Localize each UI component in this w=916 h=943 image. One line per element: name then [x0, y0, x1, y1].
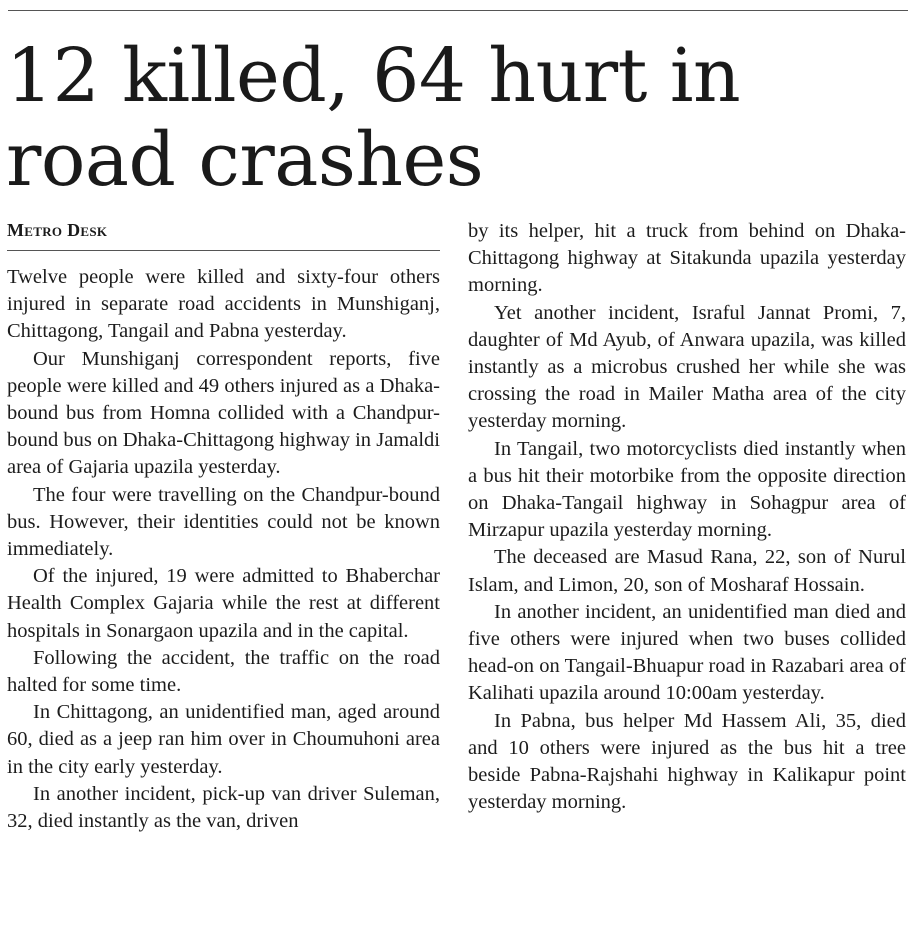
paragraph: In another incident, an unidentified man died and five others were injured when two buses collided head-on on Tangail-Bhuapur road in Razabari area of Kalihati upazila around 10:00am yesterday. [468, 600, 906, 705]
paragraph: The four were travelling on the Chandpur-bound bus. However, their identities could not be known immediately. [7, 483, 440, 561]
paragraph: Following the accident, the traffic on the road halted for some time. [7, 646, 440, 697]
paragraph: The deceased are Masud Rana, 22, son of Nurul Islam, and Limon, 20, son of Mosharaf Hossain. [468, 546, 906, 596]
paragraph: In Tangail, two motorcyclists died instantly when a bus hit their motorbike from the opposite direction on Dhaka-Tangail highway in Sohagpur area of Mirzapur upazila yesterday morning. [468, 437, 906, 542]
headline: 12 killed, 64 hurt in road crashes [6, 33, 741, 203]
paragraph: Yet another incident, Israful Jannat Promi, 7, daughter of Md Ayub, of Anwara upazila, was killed instantly as a microbus crushed her while she was crossing the road in Mailer Matha area of the city yesterday morning. [468, 301, 906, 433]
byline [7, 220, 440, 241]
paragraph: Our Munshiganj correspondent reports, five people were killed and 49 others injured as a Dhaka-bound bus from Homna collided with a Chandpur-bound bus on Dhaka-Chittagong highway in Jamaldi area of Gajaria upazila yesterday. [7, 347, 440, 479]
byline-text: Metro Desk [7, 220, 108, 240]
right-column [468, 218, 906, 816]
paragraph: In another incident, pick-up van driver Suleman, 32, died instantly as the van, driven [7, 782, 440, 833]
left-column [7, 264, 440, 835]
byline-rule [7, 250, 440, 251]
paragraph: Of the injured, 19 were admitted to Bhaberchar Health Complex Gajaria while the rest at different hospitals in Sonargaon upazila and in the capital. [7, 565, 440, 642]
top-rule [8, 10, 908, 11]
paragraph: Twelve people were killed and sixty-four others injured in separate road accidents in Munshiganj, Chittagong, Tangail and Pabna yesterday. [7, 266, 440, 343]
paragraph: In Chittagong, an unidentified man, aged around 60, died as a jeep ran him over in Choumuhoni area in the city early yesterday. [7, 701, 440, 778]
paragraph: by its helper, hit a truck from behind on Dhaka-Chittagong highway at Sitakunda upazila yesterday morning. [468, 220, 906, 297]
paragraph: In Pabna, bus helper Md Hassem Ali, 35, died and 10 others were injured as the bus hit a tree beside Pabna-Rajshahi highway in Kalikapur point yesterday morning. [468, 709, 906, 814]
